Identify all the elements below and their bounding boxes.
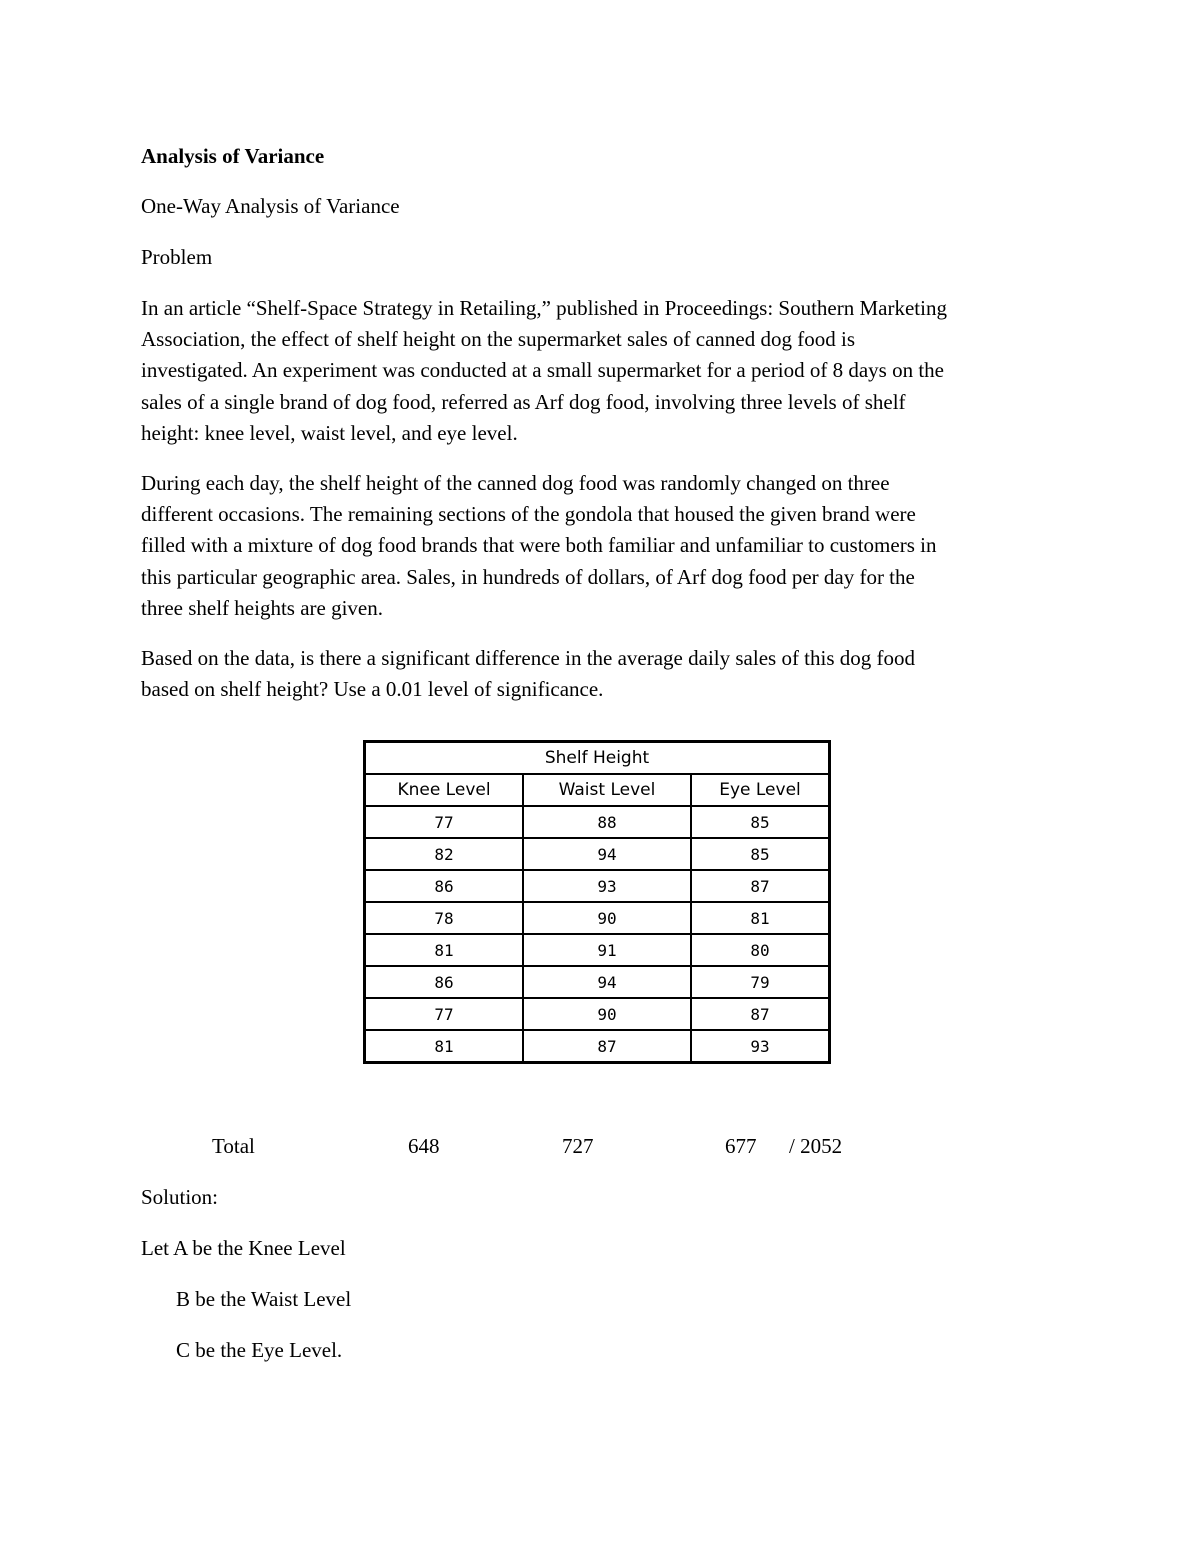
table-cell: 93 — [691, 1030, 830, 1063]
paragraph-line: During each day, the shelf height of the canned dog food was randomly changed on three — [141, 471, 890, 495]
table-cell: 90 — [523, 902, 691, 934]
paragraph-line: height: knee level, waist level, and eye level. — [141, 420, 518, 445]
problem-question — [141, 643, 1061, 705]
table-row — [365, 870, 830, 902]
column-header-eye: Eye Level — [691, 774, 830, 806]
paragraph-line: Based on the data, is there a significant difference in the average daily sales of this dog food — [141, 646, 916, 670]
table-cell: 81 — [365, 1030, 524, 1063]
table-cell: 86 — [365, 870, 524, 902]
shelf-height-table — [363, 740, 831, 1064]
solution-line-a: Let A be the Knee Level — [141, 1236, 346, 1260]
table-cell: 85 — [691, 838, 830, 870]
table-cell: 81 — [365, 934, 524, 966]
table-cell: 81 — [691, 902, 830, 934]
column-header-knee: Knee Level — [365, 774, 524, 806]
table-cell: 94 — [523, 838, 691, 870]
total-knee: 648 — [408, 1134, 440, 1158]
table-cell: 88 — [523, 806, 691, 838]
table-row — [365, 1030, 830, 1063]
paragraph-line: Association, the effect of shelf height on the supermarket sales of canned dog food is — [141, 327, 855, 352]
solution-line-c: C be the Eye Level. — [176, 1338, 343, 1362]
paragraph-line: sales of a single brand of dog food, referred as Arf dog food, involving three levels of shelf — [141, 389, 906, 414]
solution-label: Solution: — [141, 1185, 219, 1209]
table-row — [365, 838, 830, 870]
table-row — [365, 806, 830, 838]
table-title-row — [365, 742, 830, 775]
document-heading: Analysis of Variance — [141, 144, 325, 168]
grand-total: / 2052 — [789, 1134, 843, 1158]
table-header-row — [365, 774, 830, 806]
problem-paragraph-2 — [141, 468, 1061, 624]
problem-paragraph-1 — [141, 293, 1061, 449]
table-cell: 90 — [523, 998, 691, 1030]
table-cell: 78 — [365, 902, 524, 934]
table-row — [365, 934, 830, 966]
totals-label: Total — [212, 1134, 255, 1158]
table-cell: 87 — [691, 998, 830, 1030]
table-row — [365, 998, 830, 1030]
table-cell: 80 — [691, 934, 830, 966]
table-cell: 94 — [523, 966, 691, 998]
table-title: Shelf Height — [365, 742, 830, 775]
total-waist: 727 — [562, 1134, 594, 1158]
table-cell: 91 — [523, 934, 691, 966]
paragraph-line: investigated. An experiment was conducted at a small supermarket for a period of 8 days on the — [141, 358, 945, 383]
paragraph-line: In an article “Shelf-Space Strategy in Retailing,” published in Proceedings: Southern Marketing — [141, 296, 947, 320]
table-cell: 77 — [365, 806, 524, 838]
total-eye: 677 — [725, 1134, 757, 1158]
document-subheading: One-Way Analysis of Variance — [141, 194, 400, 218]
table-row — [365, 966, 830, 998]
table-cell: 93 — [523, 870, 691, 902]
paragraph-line: three shelf heights are given. — [141, 595, 383, 620]
paragraph-line: filled with a mixture of dog food brands that were both familiar and unfamiliar to customers in — [141, 533, 937, 558]
problem-label: Problem — [141, 245, 213, 269]
column-header-waist: Waist Level — [523, 774, 691, 806]
paragraph-line: different occasions. The remaining sections of the gondola that housed the given brand were — [141, 502, 916, 527]
solution-line-b: B be the Waist Level — [176, 1287, 352, 1311]
table-cell: 85 — [691, 806, 830, 838]
table-cell: 77 — [365, 998, 524, 1030]
paragraph-line: based on shelf height? Use a 0.01 level of significance. — [141, 677, 604, 702]
table-cell: 87 — [691, 870, 830, 902]
table-cell: 82 — [365, 838, 524, 870]
table-cell: 86 — [365, 966, 524, 998]
paragraph-line: this particular geographic area. Sales, in hundreds of dollars, of Arf dog food per day for the — [141, 564, 915, 589]
table-cell: 87 — [523, 1030, 691, 1063]
table-cell: 79 — [691, 966, 830, 998]
table-row — [365, 902, 830, 934]
